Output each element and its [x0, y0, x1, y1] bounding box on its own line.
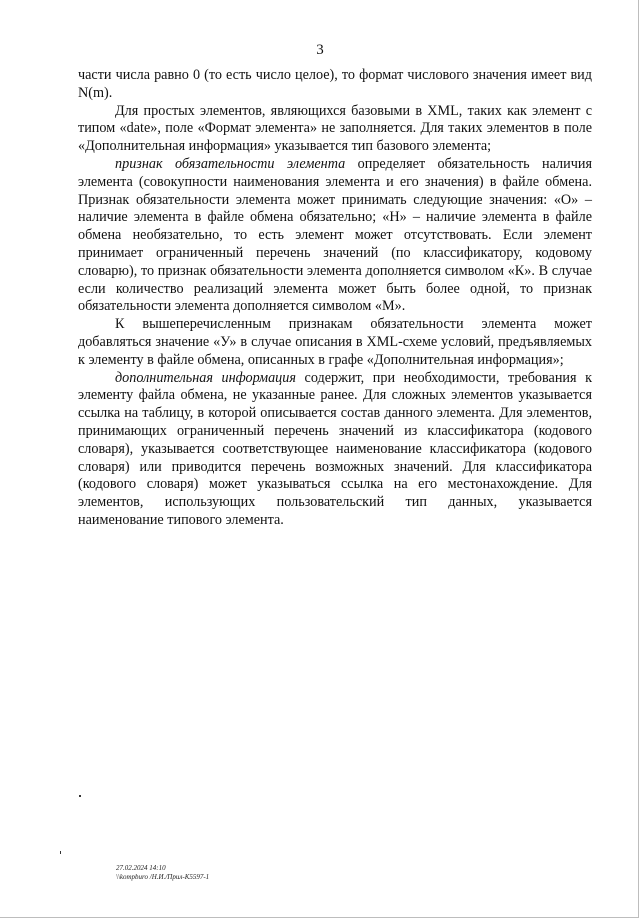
scan-speck — [60, 851, 61, 854]
paragraph-conditional-value: К вышеперечисленным признакам обязательности элемента может добавляться значение «У» в случае описания в XML-схеме условий, предъявляемых к элементу в файле обмена, описанных в графе «Дополнительная информация»; — [78, 316, 592, 368]
paragraph-obligatory-flag — [78, 156, 592, 316]
scan-speck — [79, 795, 81, 797]
footer-document-ref: \\kompburo /Н.И./Прил-К5597-1 — [116, 873, 210, 881]
paragraph-additional-info — [78, 370, 592, 530]
footer-timestamp: 27.02.2024 14:10 — [116, 864, 166, 872]
term-obligatory-flag: признак обязательности элемента — [115, 155, 346, 172]
paragraph-number-format-end: части числа равно 0 (то есть число целое), то формат числового значения имеет вид N(m). — [78, 67, 592, 101]
term-additional-info: дополнительная информация — [115, 369, 296, 386]
additional-info-description: содержит, при необходимости, требования к элементу файла обмена, не указанные ранее. Для сложных элементов указывается ссылка на таблицу, в которой описывается состав данного элемента. Для элементов, принимающих ограниченный перечень значений из классификатора (кодового словаря), указывается соответствующее наименование классификатора (кодового словаря) или приводится перечень возможных значений. Для классификатора (кодового словаря) может указываться ссылка на его местонахождение. Для элементов, использующих пользовательский тип данных, указывается наименование типового элемента. — [78, 369, 592, 528]
document-body — [78, 67, 592, 530]
print-footer — [116, 864, 209, 882]
paragraph-base-xml-elements: Для простых элементов, являющихся базовыми в XML, таких как элемент с типом «date», поле «Формат элемента» не заполняется. Для таких элементов в поле «Дополнительная информация» указывается тип базового элемента; — [78, 102, 592, 155]
page-number: 3 — [316, 42, 324, 58]
obligatory-flag-description: определяет обязательность наличия элемента (совокупности наименования элемента и его значения) в файле обмена. Признак обязательности элемента может принимать следующие значения: «О» – наличие элемента в файле обмена обязательно; «Н» – наличие элемента в файле обмена необязательно, то есть элемент может отсутствовать. Если элемент принимает ограниченный перечень значений (по классификатору, кодовому словарю), то признак обязательности элемента дополняется символом «К». В случае если количество реализаций элемента может быть более одной, то признак обязательности элемента дополняется символом «М». — [78, 155, 592, 315]
